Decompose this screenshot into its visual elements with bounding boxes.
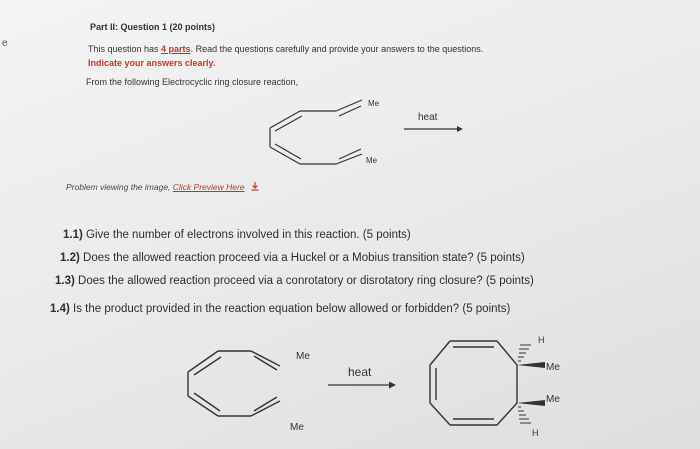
question-text: Does the allowed reaction proceed via a Huckel or a Mobius transition state? (5 points) bbox=[83, 252, 525, 264]
product-h-label-top: H bbox=[538, 335, 545, 345]
bottom-product-structure bbox=[430, 341, 517, 425]
top-reaction-arrow bbox=[404, 126, 463, 132]
bottom-me-label-1: Me bbox=[296, 351, 310, 362]
question-number: 1.2) bbox=[60, 252, 80, 264]
product-wedge-bonds bbox=[517, 362, 545, 406]
question-1-2 bbox=[60, 252, 525, 264]
product-hash-bonds bbox=[518, 345, 531, 423]
intro-text-end: . Read the questions carefully and provide your answers to the questions. bbox=[190, 44, 484, 54]
bottom-reaction-arrow bbox=[328, 382, 396, 389]
bottom-me-label-2: Me bbox=[290, 422, 304, 433]
problem-viewing-text: Problem viewing the image, bbox=[66, 182, 173, 192]
top-heat-label: heat bbox=[418, 112, 438, 123]
parts-link[interactable]: 4 parts bbox=[161, 44, 191, 54]
top-reactant-structure bbox=[270, 100, 362, 164]
intro-text-start: This question has bbox=[88, 44, 162, 54]
question-text: Is the product provided in the reaction equation below allowed or forbidden? (5 points) bbox=[73, 303, 511, 315]
question-1-3 bbox=[55, 275, 534, 287]
question-text: Give the number of electrons involved in this reaction. (5 points) bbox=[86, 229, 411, 241]
product-me-label-2: Me bbox=[546, 394, 560, 405]
bottom-heat-label: heat bbox=[348, 365, 372, 379]
question-1-1 bbox=[63, 229, 411, 241]
question-1-4 bbox=[50, 303, 510, 315]
question-text: Does the allowed reaction proceed via a conrotatory or disrotatory ring closure? (5 points) bbox=[78, 275, 534, 287]
bottom-reactant-structure bbox=[188, 351, 280, 416]
edge-mark: e bbox=[2, 38, 8, 49]
indicate-answers-note: Indicate your answers clearly. bbox=[88, 58, 216, 68]
product-me-label-1: Me bbox=[546, 362, 560, 373]
top-me-label-2: Me bbox=[366, 156, 378, 165]
question-number: 1.1) bbox=[63, 229, 83, 241]
product-h-label-bottom: H bbox=[532, 428, 539, 438]
reaction-intro: From the following Electrocyclic ring closure reaction, bbox=[86, 77, 299, 87]
click-preview-link[interactable]: Click Preview Here bbox=[172, 182, 245, 192]
question-number: 1.4) bbox=[50, 303, 70, 315]
download-icon[interactable] bbox=[250, 181, 260, 191]
question-title: Part II: Question 1 (20 points) bbox=[90, 22, 216, 32]
question-number: 1.3) bbox=[55, 275, 75, 287]
top-me-label-1: Me bbox=[368, 99, 380, 108]
problem-viewing-note bbox=[66, 181, 260, 192]
